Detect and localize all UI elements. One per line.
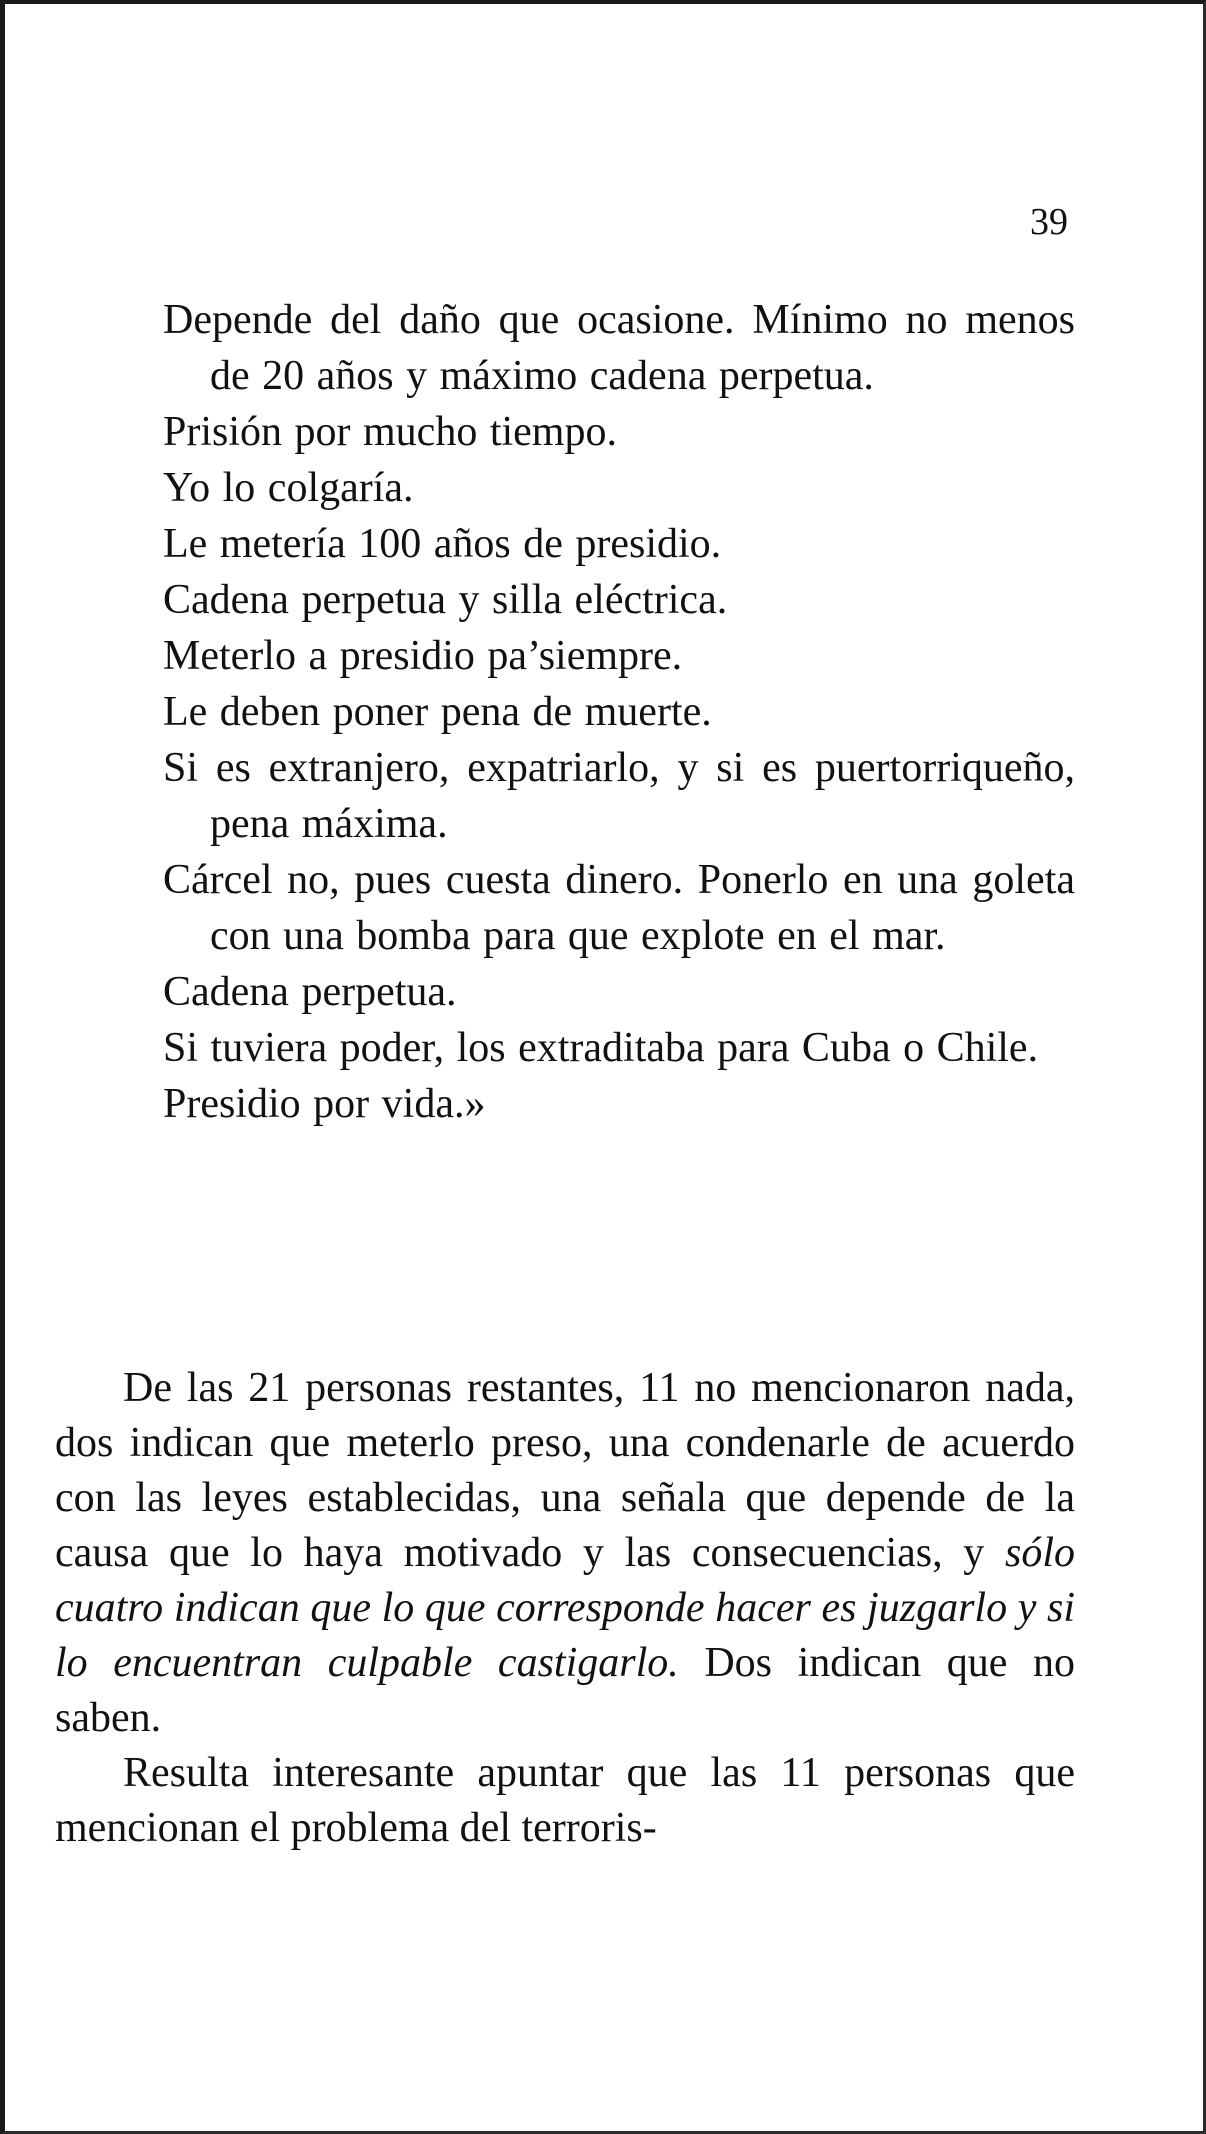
quote-item: Le deben poner pena de muerte. [163,689,712,735]
quote-item: Meterlo a presidio pa’siempre. [163,633,683,679]
quote-item: Cadena perpetua y silla eléctrica. [163,577,728,623]
paragraph-text: De las 21 personas restantes, 11 no mencionaron nada, dos indican que meterlo preso, una condenarle de acuerdo con las leyes establecidas, una señala que depende de la causa que lo haya motivado y las consecuencias, y [55,1365,1075,1576]
quote-item: Si es extranjero, expatriarlo, y si es puertorriqueño, pena máxima. [163,745,1075,847]
quote-item: Si tuviera poder, los extraditaba para Cuba o Chile. [163,1025,1039,1071]
paragraph-interesting: Resulta interesante apuntar que las 11 personas que mencionan el problema del terroris- [55,1750,1075,1851]
page-number: 39 [1030,201,1068,243]
quote-item: Prisión por mucho tiempo. [163,409,617,455]
quote-item: Le metería 100 años de presidio. [163,521,722,567]
quote-item: Presidio por vida.» [163,1081,486,1127]
quote-item: Cárcel no, pues cuesta dinero. Ponerlo en una goleta con una bomba para que explote en el mar. [163,857,1075,959]
quote-item: Cadena perpetua. [163,969,457,1015]
quote-item: Yo lo colgaría. [163,465,414,511]
paragraph-text: Dos indican que no saben. [55,1640,1075,1741]
paragraph-results [55,1361,1075,1746]
quote-list [163,292,1075,1132]
body-text [55,1361,1075,1856]
paragraph-emphasis: sólo cuatro indican que lo que corresponde hacer es juzgarlo y si lo encuentran culpable castigarlo. [55,1530,1075,1686]
quote-item: Depende del daño que ocasione. Mínimo no menos de 20 años y máximo cadena perpetua. [163,297,1075,399]
